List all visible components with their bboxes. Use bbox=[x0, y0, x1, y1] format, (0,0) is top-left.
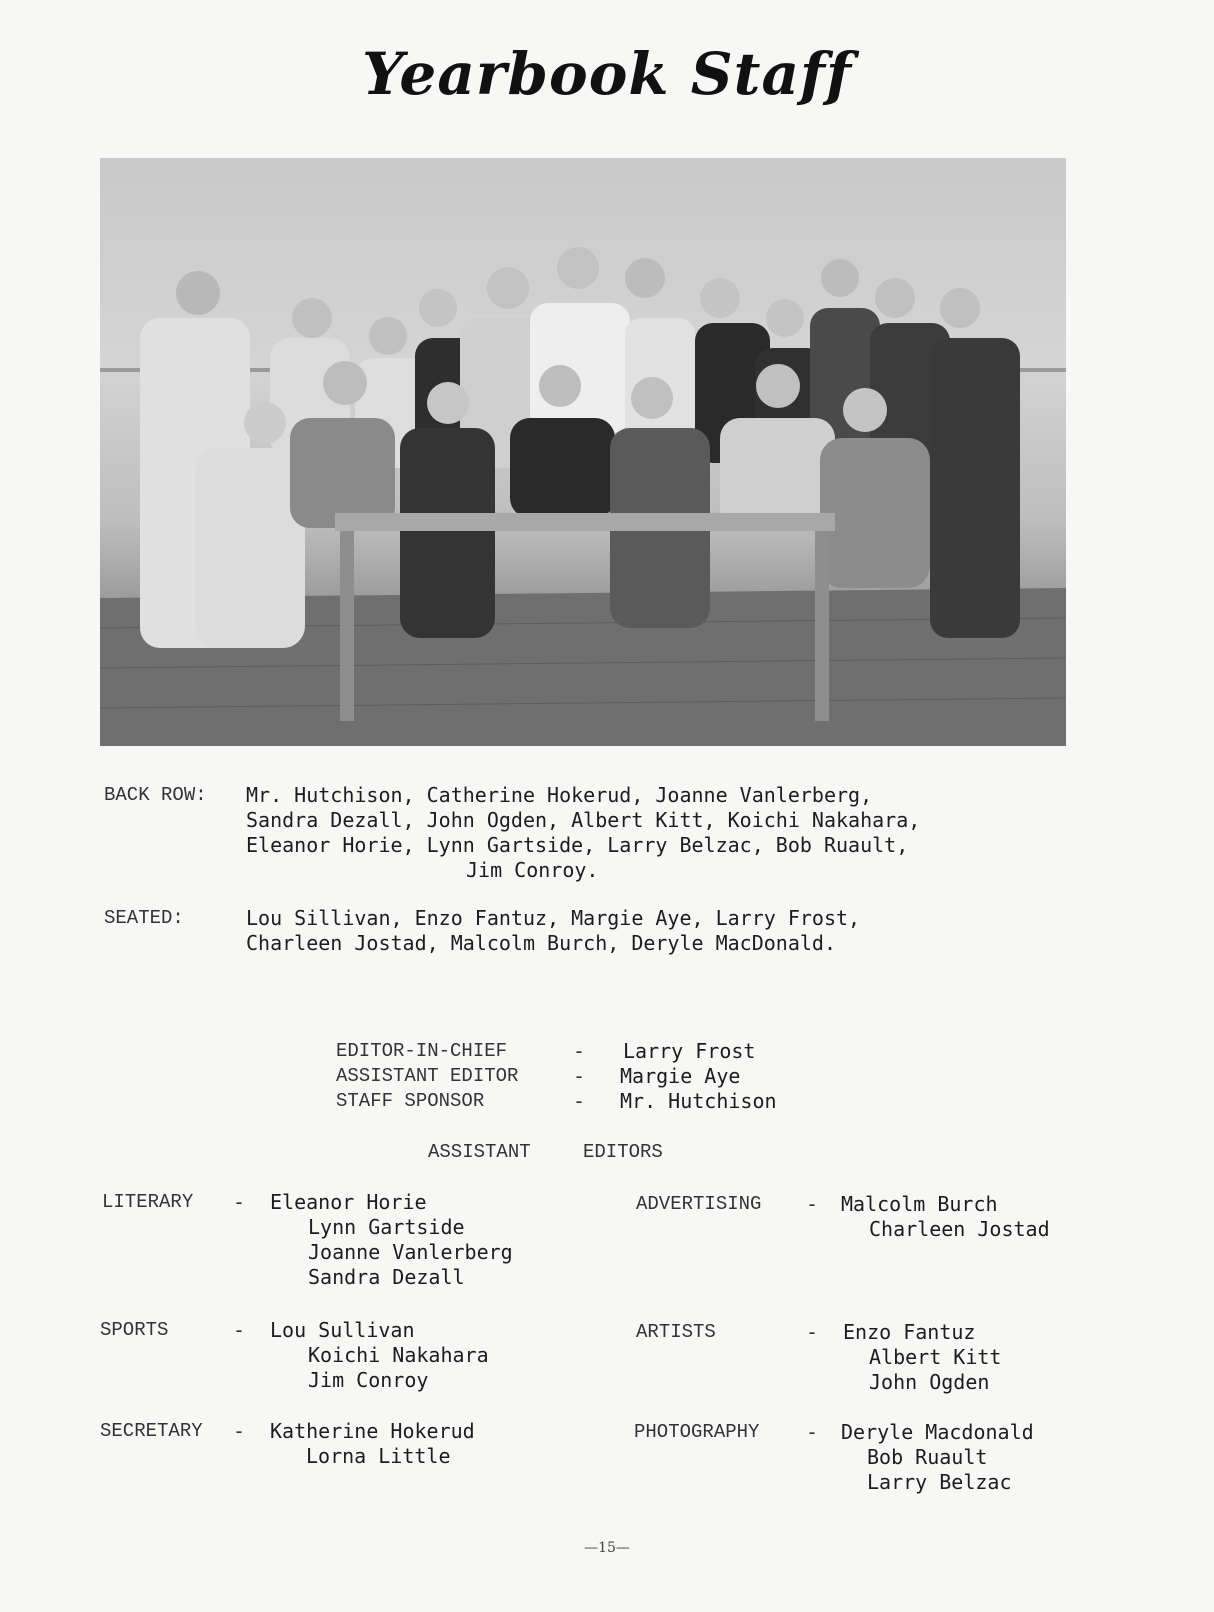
section-label-secretary: SECRETARY bbox=[100, 1420, 203, 1442]
seated-label: SEATED: bbox=[104, 907, 184, 929]
back-row-label: BACK ROW: bbox=[104, 784, 207, 806]
back-row-line: Sandra Dezall, John Ogden, Albert Kitt, Koichi Nakahara, bbox=[246, 808, 921, 832]
photography-name: Deryle Macdonald bbox=[841, 1420, 1034, 1444]
dash: - bbox=[233, 1419, 246, 1443]
dash: - bbox=[573, 1089, 586, 1113]
dash: - bbox=[233, 1318, 246, 1342]
assistant-heading: ASSISTANT bbox=[428, 1141, 531, 1163]
dash: - bbox=[573, 1039, 586, 1063]
group-photo bbox=[100, 158, 1066, 746]
artists-name: John Ogden bbox=[869, 1370, 990, 1394]
editors-heading: EDITORS bbox=[583, 1141, 663, 1163]
literary-name: Sandra Dezall bbox=[308, 1265, 465, 1289]
section-label-photography: PHOTOGRAPHY bbox=[634, 1421, 760, 1443]
officer-role: ASSISTANT EDITOR bbox=[336, 1065, 519, 1087]
page-number: —15— bbox=[584, 1540, 630, 1556]
section-label-artists: ARTISTS bbox=[636, 1321, 716, 1343]
literary-name: Eleanor Horie bbox=[270, 1190, 427, 1214]
advertising-name: Charleen Jostad bbox=[869, 1217, 1050, 1241]
photography-name: Larry Belzac bbox=[867, 1470, 1012, 1494]
secretary-name: Katherine Hokerud bbox=[270, 1419, 475, 1443]
sports-name: Lou Sullivan bbox=[270, 1318, 415, 1342]
dash: - bbox=[806, 1420, 819, 1444]
dash: - bbox=[233, 1190, 246, 1214]
officer-role: STAFF SPONSOR bbox=[336, 1090, 485, 1112]
artists-name: Albert Kitt bbox=[869, 1345, 1002, 1369]
seated-line: Lou Sillivan, Enzo Fantuz, Margie Aye, Larry Frost, bbox=[246, 906, 861, 930]
back-row-line: Mr. Hutchison, Catherine Hokerud, Joanne Vanlerberg, bbox=[246, 783, 873, 807]
sports-name: Koichi Nakahara bbox=[308, 1343, 489, 1367]
sports-name: Jim Conroy bbox=[308, 1368, 429, 1392]
officer-role: EDITOR-IN-CHIEF bbox=[336, 1040, 508, 1062]
literary-name: Lynn Gartside bbox=[308, 1215, 465, 1239]
photography-name: Bob Ruault bbox=[867, 1445, 988, 1469]
artists-name: Enzo Fantuz bbox=[843, 1320, 976, 1344]
section-label-advertising: ADVERTISING bbox=[636, 1193, 762, 1215]
literary-name: Joanne Vanlerberg bbox=[308, 1240, 513, 1264]
dash: - bbox=[806, 1192, 819, 1216]
dash: - bbox=[573, 1064, 586, 1088]
section-label-literary: LITERARY bbox=[102, 1191, 194, 1213]
section-label-sports: SPORTS bbox=[100, 1319, 169, 1341]
officer-name: Larry Frost bbox=[623, 1039, 756, 1063]
secretary-name: Lorna Little bbox=[306, 1444, 451, 1468]
seated-line: Charleen Jostad, Malcolm Burch, Deryle MacDonald. bbox=[246, 931, 837, 955]
back-row-line: Jim Conroy. bbox=[466, 858, 599, 882]
advertising-name: Malcolm Burch bbox=[841, 1192, 998, 1216]
officer-name: Mr. Hutchison bbox=[620, 1089, 777, 1113]
back-row-line: Eleanor Horie, Lynn Gartside, Larry Belzac, Bob Ruault, bbox=[246, 833, 909, 857]
dash: - bbox=[806, 1320, 819, 1344]
page-title: Yearbook Staff bbox=[362, 40, 852, 108]
officer-name: Margie Aye bbox=[620, 1064, 741, 1088]
